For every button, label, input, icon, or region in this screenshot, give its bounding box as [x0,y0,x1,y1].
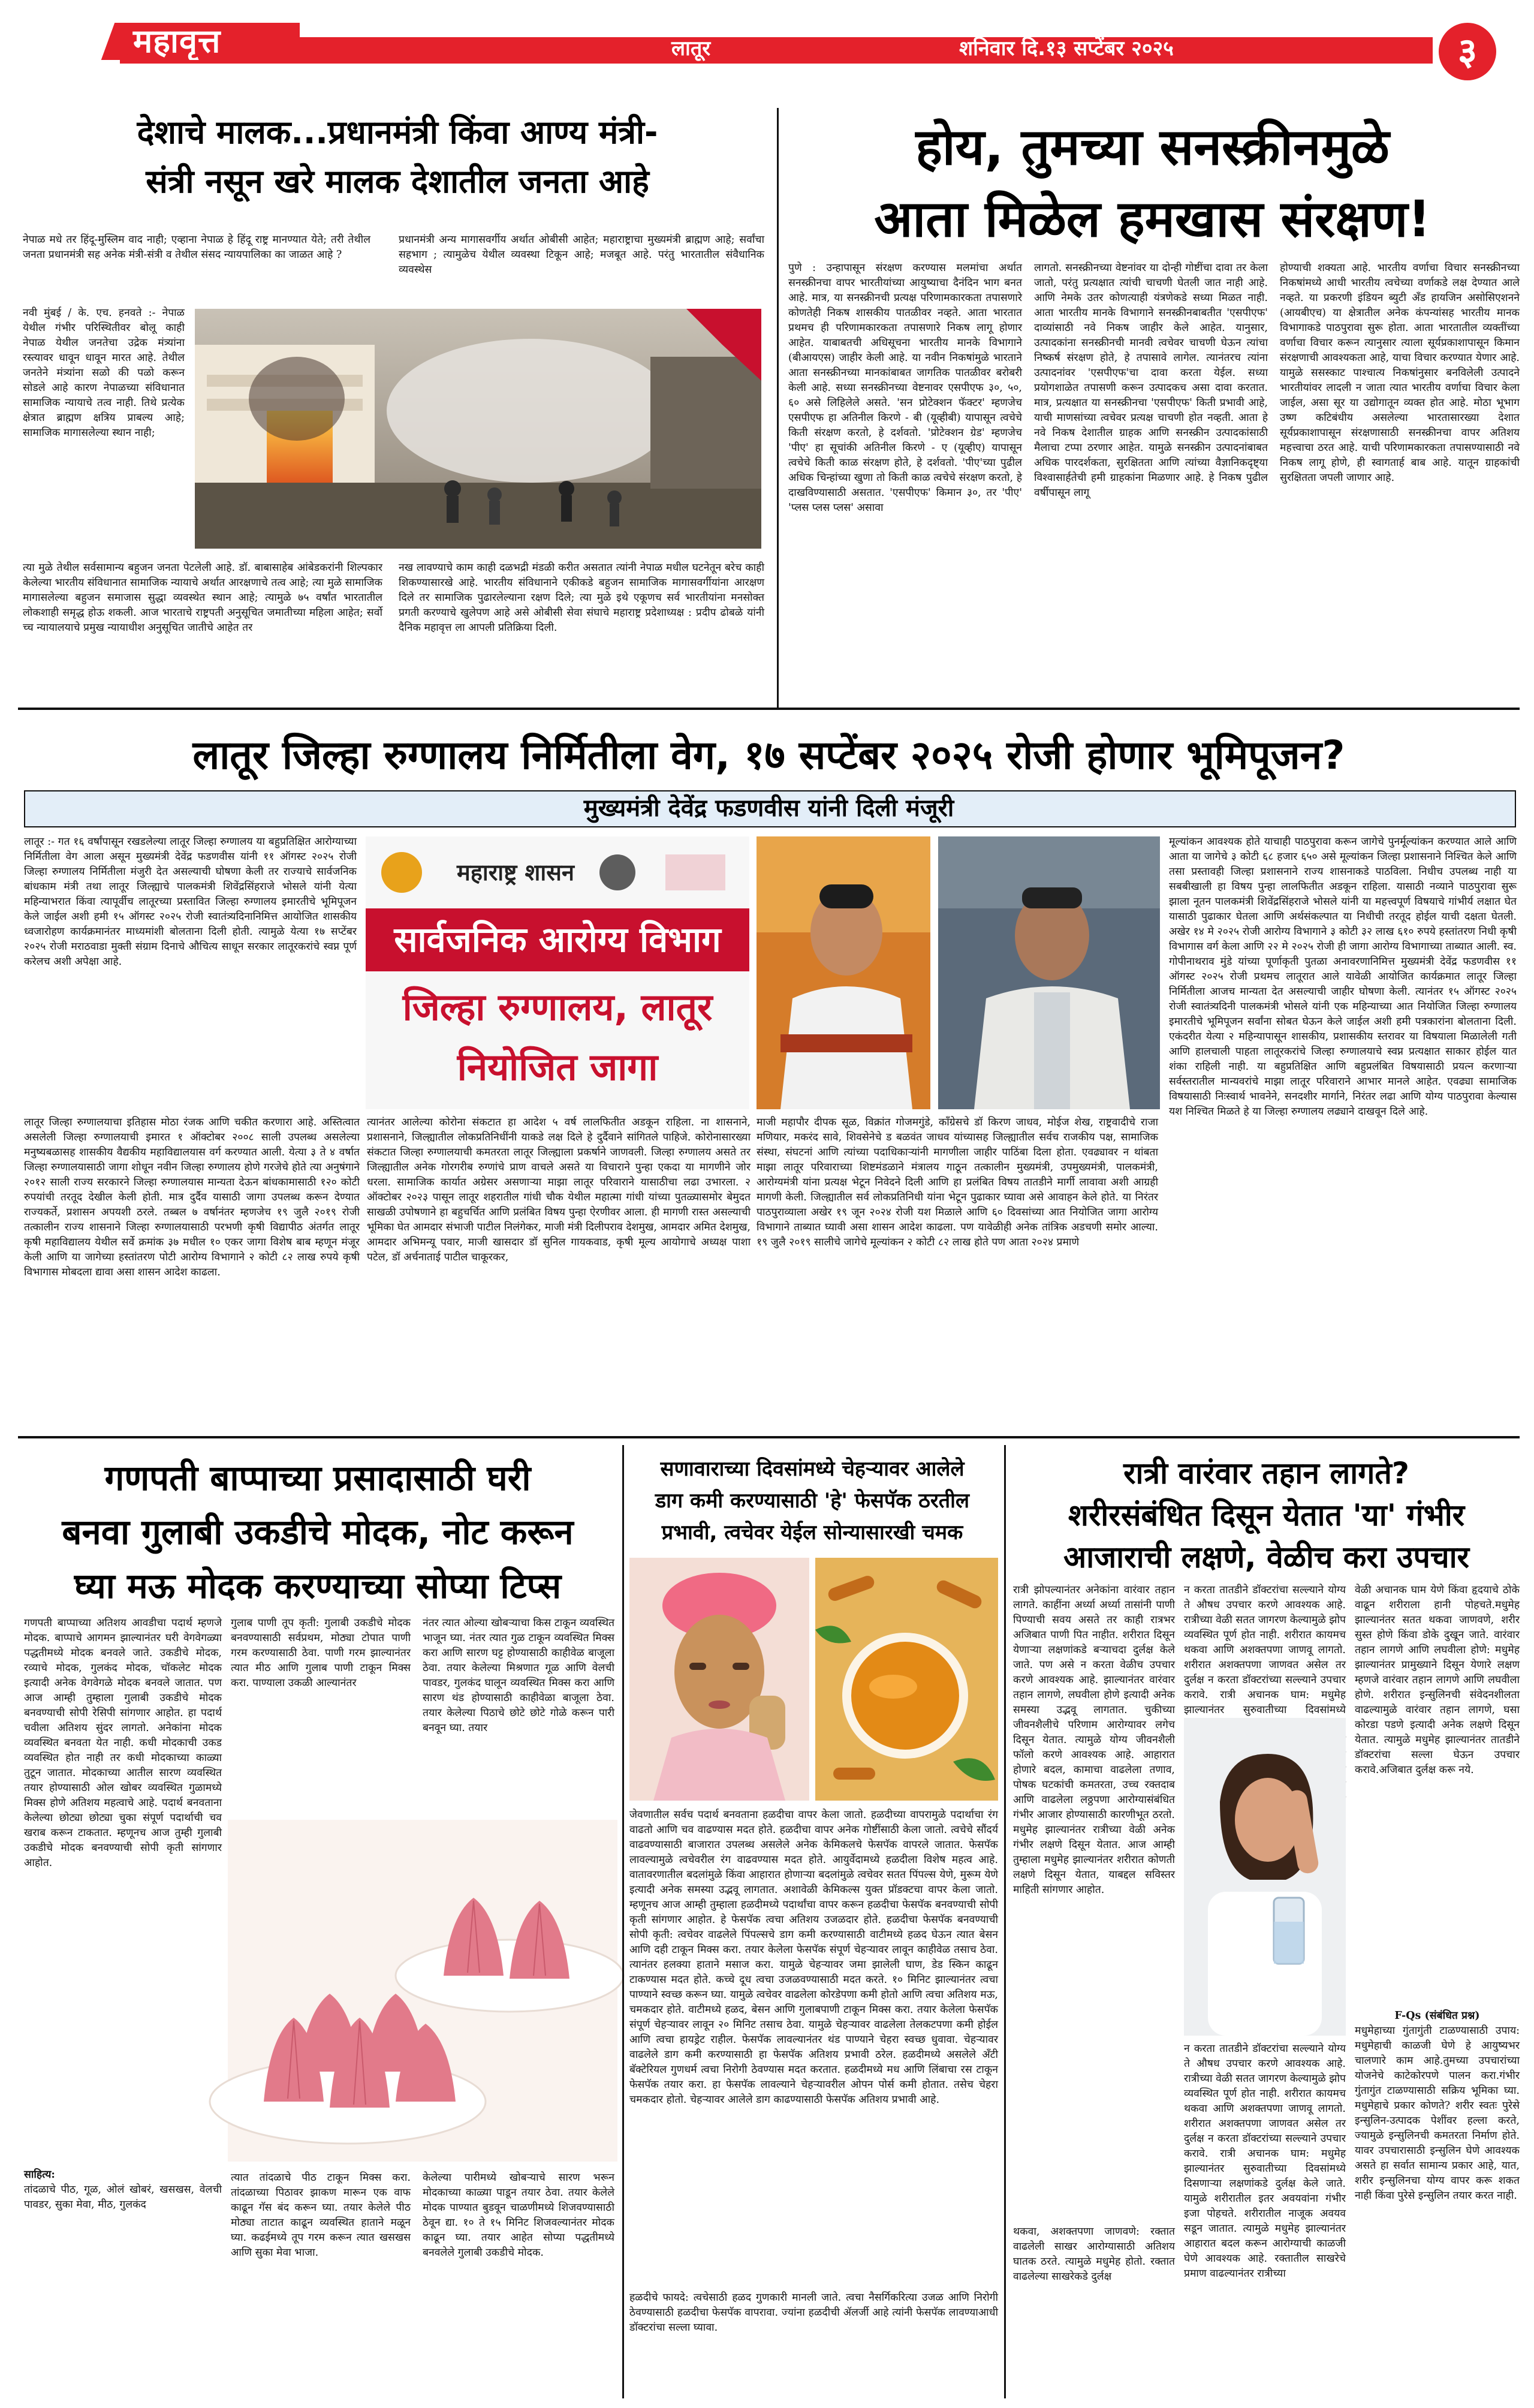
modak-col1: गणपती बाप्पाच्या अतिशय आवडीचा पदार्थ म्हणजे मोदक. बाप्पाचे आगमन झाल्यानंतर घरी वेगवेगळ्या पद्धतीमध्ये मोदक बनवले जाते. उकडीचे मोदक, रव्याचे मोदक, गुलकंद मोदक, चॉकलेट मोदक इत्यादी अनेक वेगवेगळे मोदक बनवले जातात. पण आज आम्ही तुम्हाला गुलाबी उकडीचे मोदक बनवण्याची सोपी रेसिपी सांगणार आहोत. हा पदार्थ चवीला अतिशय सुंदर लागतो. अनेकांना मोदक व्यवस्थित बनवता येत नाही. कधी मोदकाची उकड व्यवस्थित होत नाही तर कधी मोदकाच्या काळ्या तुटून जातात. मोदकाच्या आतील सारण व्यवस्थित तयार होण्यासाठी ओल खोबर व्यवस्थित गुळामध्ये मिक्स होणे अतिशय महत्वाचे आहे. पदार्थ बनवताना केलेल्या छोट्या छोट्या चुका संपूर्ण पदार्थाची चव खराब करून टाकतात. म्हणूनच आज तुम्ही गुलाबी उकडीचे मोदक बनवण्याची सोपी कृती सांगणार आहोत. [24,1617,222,1869]
guardian-minister-photo [938,836,1160,1109]
hospital-col1b: लातूर जिल्हा रुग्णालयाचा इतिहास मोठा रंजक आणि चकीत करणारा आहे. अस्तित्वात असलेली जिल्हा रुग्णालयाची इमारत १ ऑक्टोबर २००८ साली उपलब्ध असलेल्या मनुष्यबळासह शासकीय वैद्यकीय महाविद्यालयास वर्ग करण्यात आली. येत्या ३ ते ४ वर्षात जिल्हा रुग्णालयासाठी जागा शोधून नवीन जिल्हा रुग्णालय होणे गरजेचे होते त्या अनुषंगाने २०१२ साली राज्य सरकारने जिल्हा रुग्णालयास मान्यता देऊन बांधकामासाठी १२० कोटी रुपयांची तरतूद देखील केली होती. मात्र दुर्दैव यासाठी जागा उपलब्ध करून देण्यात राज्यकर्ते, प्रशासन अपयशी ठरले. तब्बल ७ वर्षानंतर म्हणजेच १९ जुलै २०१९ रोजी तत्कालीन राज्य शासनाने जिल्हा रुग्णालयासाठी परभणी कृषी विद्यापीठ अंतर्गत लातूर कृषी महाविद्यालय येथील सर्वे क्रमांक ३७ मधील १० एकर जागा विशेष बाब म्हणून मंजूर केली आणि या जागेच्या हस्तांतरण पोटी आरोग्य विभागाने २ कोटी ८२ लाख रुपये कृषी विभागास मोबदला द्यावा असा शासन आदेश काढला. [24,1116,360,1278]
modak-photo [228,1820,617,2162]
turmeric-body-b: हळदीचे फायदे: त्वचेसाठी हळद गुणकारी मानली जाते. त्वचा नैसर्गिकरित्या उजळ आणि निरोगी ठेवण्यासाठी हळदीचा फेसपॅक वापरावा. ज्यांना हळदीची ॲलर्जी आहे त्यांनी फेसपॅक लावण्याआधी डॉक्टरांचा सल्ला घ्यावा. [629,2292,998,2334]
thirst-faq-title: F-Qs (संबंधित प्रश्न) [1394,2010,1480,2022]
thirst-col3: वेळी अचानक घाम येणे किंवा हृदयाचे ठोके वाढून शरीराला हानी पोहचते.मधुमेह झाल्यानंतर सतत थकवा जाणवणे, शरीर सुस्त होणे किंवा डोके दुखून जाते. वारंवार तहान लागणे आणि लघवीला होणे: मधुमेह झाल्यानंतर प्रामुख्याने दिसून येणारे लक्षण म्हणजे वारंवार तहान लागणे आणि लघवीला होणे. शरीरात इन्सुलिनची संवेदनशीलता वाढल्यामुळे वारंवार तहान लागणे, घसा कोरडा पडणे इत्यादी अनेक लक्षणे दिसून येतात. त्यामुळे मधुमेह झाल्यानंतर तातडीने डॉक्टरांचा सल्ला घेऊन उपचार करावे.अजिबात दुर्लक्ष करू नये. [1355,1584,1520,1776]
modak-col3b: केलेल्या पारीमध्ये खोबऱ्याचे सारण भरून मोदकाच्या काळ्या पाडून तयार ठेवा. तयार केलेले मोदक पाण्यात बुडवून चाळणीमध्ये शिजवण्यासाठी ठेवून द्या. १० ते १५ मिनिट शिजवल्यानंतर मोदक काढून घ्या. तयार आहेत सोप्या पद्धतीमध्ये बनवलेले गुलाबी उकडीचे मोदक. [423,2172,614,2259]
nepal-intro: नेपाळ मधे तर हिंदू-मुस्लिम वाद नाही; एव्हाना नेपाळ हे हिंदू राष्ट्र मानण्यात येते; तरी तेथील जनता प्रधानमंत्री सह अनेक मंत्री-संत्री व तेथील संसद न्यायपालिका का जाळत आहे ? [23,234,370,261]
section-divider-2 [18,1436,1520,1438]
chief-minister-portrait [757,836,930,1109]
hospital-sign-photo [366,836,749,1109]
column-divider-turmeric [1004,1445,1006,2398]
thirst-col1b: थकवा, अशक्तपणा जाणवणे: रक्तात वाढलेली साखर आरोग्यासाठी अतिशय घातक ठरते. त्यामुळे मधुमेह होतो. रक्तात वाढलेल्या साखरेकडे दुर्लक्ष [1013,2226,1175,2283]
modak-ingredients-list: तांदळाचे पीठ, गूळ, ओलं खोबरं, खसखस, वेलची पावडर, सुका मेवा, मीठ, गुलकंद [24,2184,222,2211]
thirst-headline-line2: शरीरसंबंधित दिसून येतात 'या' गंभीर [1068,1498,1465,1533]
nepal-body-bottom-right: नख लावण्याचे काम काही दळभद्री मंडळी करीत असतात त्यांनी नेपाळ मधील घटनेतून बरेच काही शिकण्यासारखे आहे. भारतीय संविधानाने एकीकडे बहुजन सामाजिक मागासवर्गीयांना आरक्षण दिले तर सामाजिक पुढारलेल्याना रक्षण दिले; त्या मुळे इथे एकूणच सर्व भारतीयांना मनसोक्त प्रगती करण्याचे खुलेपण आहे असे ओबीसी सेवा संघाचे महाराष्ट्र प्रदेशाध्यक्ष : प्रदीप ढोबळे यांनी दैनिक महावृत्त ला आपली प्रतिक्रिया दिली. [399,562,764,634]
nepal-body-left: नवी मुंबई / के. एच. हनवते :- नेपाळ येथील गंभीर परिस्थितीवर बोलू काही नेपाळ येथील जनतेचा उद्रेक मंत्र्यांना रस्त्यावर धावून धावून मारत आहे. तेथील जनतेने मंत्र्यांना सळो की पळो करून सोडले आहे कारण नेपाळच्या संविधानात सामाजिक न्यायाचे तत्व नाही. तिथे प्रत्येक क्षेत्रात ब्राह्मण क्षत्रिय प्राबल्य आहे; सामाजिक मागासलेल्या स्थान नाही; [23,307,185,439]
section-divider [18,708,1520,710]
thirst-col2-bottom: न करता तातडीने डॉक्टरांचा सल्ल्याने योग्य ते औषध उपचार करणे आवश्यक आहे. रात्रीच्या वेळी सतत जागरण केल्यामुळे झोप व्यवस्थित पूर्ण होत नाही. शरीरात कायमच थकवा आणि अशक्तपणा जाणवू लागतो. शरीरात अशक्तपणा जाणवत असेल तर दुर्लक्ष न करता डॉक्टरांच्या सल्ल्याने उपचार करावे. रात्री अचानक घाम: मधुमेह झाल्यानंतर सुरुवातीच्या दिवसांमध्ये दिसणाऱ्या लक्षणांकडे दुर्लक्ष केले जाते. यामुळे शरीरातील इतर अवयवांना गंभीर इजा पोहचते. शरीरातील नाजूक अवयव सडून जातात. त्यामुळे मधुमेह झाल्यानंतर आहारात बदल करून आरोग्याची काळजी घेणे आवश्यक आहे. रक्तातील साखरेचे प्रमाण वाढल्यानंतर रात्रीच्या [1184,2043,1346,2280]
page-number: ३ [1457,29,1478,73]
nepal-headline-line2: संत्री नसून खरे मालक देशातील जनता आहे [146,162,649,200]
hospital-col1: लातूर :- गत १६ वर्षांपासून रखडलेल्या लातूर जिल्हा रुग्णालय या बहुप्रतिक्षित आरोग्याच्या निर्मितीला वेग आला असून मुख्यमंत्री देवेंद्र फडणवीस यांनी ११ ऑगस्ट २०२५ रोजी जिल्हा रुग्णालय निर्मितीला मंजुरी देत असल्याची घोषणा केली तर राज्याचे सार्वजनिक बांधकाम मंत्री तथा लातूर जिल्ह्याचे पालकमंत्री शिवेंद्रसिंहराजे भोसले यांनी येत्या महिन्याभरात किंवा त्यापूर्वीच लातूरच्या प्रस्तावित जिल्हा रुग्णालय इमारतीचे भूमिपूजन केले जाईल अशी हमी १५ ऑगस्ट २०२५ रोजी स्वातंत्र्यदिनानिमित्त आयोजित शासकीय ध्वजारोहण कार्यक्रमानंतर माध्यमांशी बोलताना दिली होती. त्यामुळे येत्या १७ सप्टेंबर २०२५ रोजी मराठवाडा मुक्ती संग्राम दिनाचे औचित्य साधून सरकार लातूरकरांचे स्वप्न पूर्ण करेलच अशी अपेक्षा आहे. [24,836,357,968]
sunscreen-headline-line2: आता मिळेल हमखास संरक्षण! [874,189,1431,248]
nepal-protest-photo-art [195,309,761,549]
hospital-col3: माजी महापौर दीपक सूळ, विक्रांत गोजमगुंडे, कॉंग्रेसचे डॉ किरण जाधव, मोईज शेख, राष्ट्रवादीचे राजा मणियार, मकरंद सावे, शिवसेनेचे ड बळवंत जाधव यांच्यासह जिल्ह्यातील सर्वच राजकीय पक्ष, सामाजिक संस्था, संघटनां आणि त्यांच्या पदाधिकाऱ्यांनी मागणीला जाहीर पाठिंबा दिला होता. एवढ्यावर न थांबता माझा लातूर परिवाराच्या शिष्टमंडळाने मंत्रालय गाठून तत्कालीन मुख्यमंत्री, उपमुख्यमंत्री, पालकमंत्री, आरोग्यमंत्री यांना प्रत्यक्ष भेटून निवेदने दिली आणि हा प्रलंबित विषय तातडीने मार्गी लावावा अशी आग्रही मागणी केली. जिल्ह्यातील सर्व लोकप्रतिनिधी यांना भेटून पुढाकार घ्यावा असे आवाहन केले होते. या निरंतर पाठपुराव्याला अखेर १९ जून २०२४ रोजी यश मिळाले आणि ६० दिवसांच्या आत नियोजित जागा आरोग्य विभागाने ताब्यात घ्यावी असा शासन आदेश काढला. पण यावेळीही अनेक तांत्रिक अडचणी समोर आल्या. १९ जुलै २०१९ सालीचे जागेचे मूल्यांकन २ कोटी ८२ लाख होते पण आता २०२४ प्रमाणे [757,1116,1158,1248]
sign-dept: सार्वजनिक आरोग्य विभाग [394,919,721,960]
turmeric-woman-art [629,1558,809,1801]
nepal-headline-line1: देशाचे मालक...प्रधानमंत्री किंवा आण्य मंत्री- [137,113,658,151]
masthead-city-bar [300,37,1433,61]
sign-govt: महाराष्ट्र शासन [456,859,574,886]
guardian-minister-portrait [938,836,1160,1109]
modak-col3: नंतर त्यात ओल्या खोबऱ्याचा किस टाकून व्यवस्थित भाजून घ्या. नंतर त्यात गुळ टाकून व्यवस्थित मिक्स करा आणि सारण घट्ट होण्यासाठी काहीवेळ बाजूला ठेवा. तयार केलेल्या मिश्रणात गूळ आणि वेलची पावडर, गुलकंद घालून व्यवस्थित मिक्स करा आणि सारण थंड होण्यासाठी काहीवेळा बाजूला ठेवा. तयार केलेल्या पिठाचे छोटे छोटे गोळे करून पारी बनवून घ्या. तयार [423,1617,614,1734]
sunscreen-col3: होण्याची शक्यता आहे. भारतीय वर्णाचा विचार सनस्क्रीनच्या निकषांमध्ये आधी भारतीय त्वचेच्या वर्णाकडे लक्ष देण्यात आले नव्हते. या प्रकरणी इंडियन ब्युटी अँड हायजिन असोसिएशनने (आयबीएच) या क्षेत्रातील अनेक कंपन्यांसह भारतीय मानक विभागाकडे पाठपुरावा सुरू होता. आता भारतातील व्यक्तींच्या वर्णाचा विचार करून त्यानुसार त्याला सूर्यप्रकाशापासून किमान संरक्षणाची आवश्यकता आहे, याचा विचार करण्यात येणार आहे. यामुळे ससस्काट पाश्चात्य निकषांनुसार बनविलेली उत्पादने भारतीयांवर लादली न जाता त्यात भारतीय वर्णाचा विचार केला जाईल, असा सूर या उद्योगातून व्यक्त होत आहे. मोठा भूभाग उष्ण कटिबंधीय असलेल्या भारतासारख्या देशात सूर्यप्रकाशापासून संरक्षणासाठी सनस्क्रीनचा वापर अतिशय महत्त्वाचा ठरत आहे. याची परिणामकारकता तपासण्यासाठी नवे निकष लागू होणे, ही स्वागतार्ह बाब आहे. यातून ग्राहकांची सुरक्षितता जपली जाणार आहे. [1280,262,1520,484]
masthead [0,0,1534,73]
modak-headline-line1: गणपती बाप्पाच्या प्रसादासाठी घरी [104,1458,531,1498]
turmeric-headline-line1: सणावाराच्या दिवसांमध्ये चेहऱ्यावर आलेले [660,1457,965,1481]
nepal-intro-right: प्रधानमंत्री अन्य मागासवर्गीय अर्थात ओबीसी आहेत; महाराष्ट्राचा मुख्यमंत्री ब्राह्मण आहे; सर्वांचा सहभाग ; त्यामुळेच येथील व्यवस्था टिकून आहे; मजबूत आहे. परंतु भारतातील संवैधानिक व्यवस्थेस [399,234,764,276]
hospital-subheadline: मुख्यमंत्री देवेंद्र फडणवीस यांनी दिली मंजूरी [583,794,954,822]
modak-ingredients-title: साहित्य: [24,2169,55,2181]
modak-plate-art [228,1820,617,2162]
thirst-headline-line3: आजाराची लक्षणे, वेळीच करा उपचार [1063,1540,1470,1575]
turmeric-woman-photo [629,1558,809,1801]
modak-headline-line3: घ्या मऊ मोदक करण्याच्या सोप्या टिप्स [74,1566,562,1606]
turmeric-paste-photo [815,1558,998,1801]
nepal-body-bottom-left: त्या मुळे तेथील सर्वसामान्य बहुजन जनता पेटलेली आहे. डॉ. बाबासाहेब आंबेडकरांनी शिल्पकार केलेल्या भारतीय संविधानात सामाजिक न्यायाचे अर्थात आरक्षणाचे तत्व आहे; त्या मुळे सामाजिक मागासलेल्या बहुजन समाजास सुद्धा व्यवस्थेत स्थान आहे; त्यामुळे ७५ वर्षांत भारतातील लोकशाही समृद्ध होऊ शकली. आज भारताचे राष्ट्रपती अनुसूचित जमातीच्या महिला आहेत; सर्वो च्च न्यायालयाचे प्रमुख न्यायाधीश अनुसूचित जातीचे आहेत तर [23,562,382,634]
turmeric-headline-line3: प्रभावी, त्वचेवर येईल सोन्यासारखी चमक [661,1521,963,1545]
sunscreen-col1: पुणे : उन्हापासून संरक्षण करण्यास मलमांचा अर्थात सनस्क्रीनचा वापर भारतीयांच्या आयुष्याचा दैनंदिन भाग बनत आहे. मात्र, या सनस्क्रीनची प्रत्यक्ष परिणामकारकता तपासणारे कोणतेही निकष शासकीय पातळीवर नव्हते. आता भारतात प्रथमच ही परिणामकारकता तपासणारे निकष लागू होणार आहेत. याबाबतची अधिसूचना भारतीय मानके विभागाने (बीआयएस) जाहीर केली आहे. या नवीन निकषांमुळे भारताने आता सनस्क्रीनच्या मानकांबाबत जागतिक पातळीवर बरोबरी केली आहे. सध्या सनस्क्रीनच्या वेष्टनावर एसपीएफ ३०, ५०, ६० असे लिहिलेले असते. 'सन प्रोटेक्शन फॅक्टर' म्हणजेच एसपीएफ हा अतिनील किरणे - बी (यूव्हीबी) यापासून त्वचेचे किती संरक्षण करतो, हे दर्शवतो. 'प्रोटेक्शन ग्रेड' म्हणजेच 'पीए' हा सूचांकी अतिनील किरणे - ए (यूव्हीए) यापासून त्वचेचे किती काळ संरक्षण होते, हे दर्शवतो. 'पीए'च्या पुढील अधिक चिन्हांच्या खुणा तो किती काळ त्वचेचे संरक्षण करतो, हे दाखविण्यासाठी असतात. 'एसपीएफ' किमान ३०, तर 'पीए' 'प्लस प्लस प्लस' असावा [788,262,1022,514]
column-divider-modak [622,1445,624,2398]
modak-headline-line2: बनवा गुलाबी उकडीचे मोदक, नोट करून [62,1512,574,1552]
hospital-headline: लातूर जिल्हा रुग्णालय निर्मितीला वेग, १७ सप्टेंबर २०२५ रोजी होणार भूमिपूजन? [192,732,1345,778]
sunscreen-col2: लागतो. सनस्क्रीनच्या वेष्टनांवर या दोन्ही गोष्टींचा दावा तर केला जातो, परंतु प्रत्यक्षात त्यांची चाचणी घेतली जात नाही आहे. आणि नेमके उतर कोणत्याही यंत्रणेकडे सध्या मिळत नाही. आता भारतीय मानके विभागाने सनस्क्रीनबाबतीत 'एसपीएफ' दाव्यांसाठी नवे निकष जाहीर केले आहेत. यानुसार, उत्पादकांना सनस्क्रीनची मानवी त्वचेवर चाचणी घेऊन त्यांचा निष्कर्ष संरक्षण होते, हे तपासावे लागेल. त्यानंतरच त्यांना उत्पादनांवर 'एसपीएफ'चा दावा करता येईल. सध्या प्रयोगशाळेत तपासणी करून उत्पादकच असा दावा करतात. मात्र, प्रत्यक्षात या सनस्क्रीनचा 'एसपीएफ' किती प्रभावी आहे, याची माणसांच्या त्वचेवर प्रत्यक्ष चाचणी होत नव्हती. आता हे नवे निकष देशातील ग्राहक आणि सनस्क्रीन उत्पादकांसाठी मैलाचा टप्पा ठरणार आहेत. यामुळे सनस्क्रीन उत्पादनांबाबत अधिक पारदर्शकता, सुरक्षितता आणि त्यांच्या वैज्ञानिकदृष्ट्या विश्वासार्हतेची हमी ग्राहकांना मिळणार आहे. हे निकष पुढील वर्षीपासून लागू [1034,262,1268,499]
modak-col2b: त्यात तांदळाचे पीठ टाकून मिक्स करा. तांदळाच्या पिठावर झाकण मारून एक वाफ काढून गॅस बंद करून घ्या. तयार केलेले पीठ मोठ्या ताटात काढून व्यवस्थित हाताने मळून घ्या. कढईमध्ये तूप गरम करून त्यात खसखस आणि सुका मेवा भाजा. [231,2172,411,2259]
hospital-col4: मूल्यांकन आवश्यक होते याचाही पाठपुरावा करून जागेचे पुनर्मूल्यांकन करण्यात आले आणि आता या जागेचे ३ कोटी ६८ हजार ६५० असे मूल्यांकन जिल्हा प्रशासनाने निश्चित केले आणि तसा प्रस्तावही जिल्हा प्रशासनाने राज्य शासनाकडे पाठविला. निधीच उपलब्ध नाही या सबबीखाली हा विषय पुन्हा लालफितीत अडकून राहिला. यासाठी नव्याने पाठपुरावा सुरू झाला नूतन पालकमंत्री शिवेंद्रसिंहराजे भोसले यांनी या महत्त्वपूर्ण विषयाचे गांभीर्य लक्षात घेत यासाठी पुढाकार घेतला आणि अर्थसंकल्पात या निधीची तरतूद होईल याची दक्षता घेतली. अखेर १४ मे २०२५ रोजी आरोग्य विभागाने ३ कोटी ३२ लाख ६१० रुपये हस्तांतरण निधी कृषी विभागास वर्ग केला आणि २२ मे २०२५ रोजी ही जागा आरोग्य विभागाच्या ताब्यात आली. स्व. गोपीनाथराव मुंडे यांच्या पूर्णाकृती पुतळा अनावरणानिमित्त मुख्यमंत्री देवेंद्र फडणवीस ११ ऑगस्ट २०२५ रोजी प्रथमच लातूरात आले यावेळी आयोजित कार्यक्रमात लातूर जिल्हा निर्मितीला आजच मान्यता देत असल्याची जाहीर घोषणा केली. त्यानंतर १५ ऑगस्ट २०२५ रोजी स्वातंत्र्यदिनी पालकमंत्री भोसले यांनी एक महिन्याच्या आत नियोजित जिल्हा रुग्णालय इमारतीचे भूमिपूजन सर्वांना सोबत घेऊन केले जाईल अशी हमी पत्रकारांना बोलताना दिली. एकंदरीत येत्या २ महिन्यापासून शासकीय, प्रशासकीय स्तरावर या विषयाला मिळालेली गती आणि हालचाली पाहता लातूरकरांचे जिल्हा रुग्णालयाचे स्वप्न प्रत्यक्षात साकार होईल यात शंका राहिली नाही. या बहुप्रतिक्षित आणि बहुप्रलंबित विषयासाठी प्रयत्न करणाऱ्या सर्वस्तरातील मान्यवरांचे माझा लातूर परिवाराने आभार मानले आहेत. एवढ्या सामाजिक विषयासाठी निःस्वार्थ भावनेने, सनदशीर मार्गाने, निरंतर लढा आणि योग्य पाठपुरावा केल्यास यश निश्चित मिळते हे या जिल्हा रुग्णालय लढ्याने दाखवून दिले आहे. [1169,836,1517,1118]
turmeric-body: जेवणातील सर्वच पदार्थ बनवताना हळदीचा वापर केला जातो. हळदीच्या वापरामुळे पदार्थाचा रंग वाढतो आणि चव वाढण्यास मदत होते. हळदीचा वापर अनेक गोष्टींसाठी केला जातो. त्वचेचे सौंदर्य वाढवण्यासाठी बाजारात उपलब्ध असलेले अनेक केमिकलचे फेसपॅक वापरले जातात. फेसपॅक लावल्यामुळे त्वचेवरील रंग वाढवण्यास मदत होते. आयुर्वेदामध्ये हळदीला विशेष महत्व आहे. वातावरणातील बदलांमुळे किंवा आहारात होणाऱ्या बदलांमुळे त्वचेवर सतत पिंपल्स येणे, मुरूम येणे इत्यादी अनेक समस्या उद्भवू लागतात. अशावेळी केमिकल्स युक्त प्रॉडक्टचा वापर केला जातो. म्हणूनच आज आम्ही तुम्हाला हळदीमध्ये पदार्थांचा वापर करून हळदीचा फेसपॅक बनवण्याची सोपी कृती सांगणार आहोत. हे फेसपॅक त्वचा अतिशय उजळदार होते. हळदीचा फेसपॅक बनवण्याची सोपी कृती: त्वचेवर वाढलेले पिंपल्सचे डाग कमी करण्यासाठी वाटीमध्ये हळद घेऊन त्यात बेसन आणि दही टाकून मिक्स करा. तयार केलेला फेसपॅक संपूर्ण चेहऱ्यावर लावून काहीवेळ तसाच ठेवा. त्यानंतर हलक्या हाताने मसाज करा. यामुळे चेहऱ्यावर जमा झालेली घाण, डेड स्किन काढून टाकण्यास मदत होते. कच्चे दूध त्वचा उजळवण्यासाठी मदत करते. १० मिनिट झाल्यानंतर त्वचा पाण्याने स्वच्छ करून घ्या. यामुळे त्वचेवर वाढलेला कोरडेपणा कमी होतो आणि त्वचा अतिशय मऊ, चमकदार होते. वाटीमध्ये हळद, बेसन आणि गुलाबपाणी टाकून मिक्स करा. तयार केलेला फेसपॅक संपूर्ण चेहऱ्यावर लावून २० मिनिट तसाच ठेवा. यामुळे चेहऱ्यावर वाढलेला तेलकटपणा कमी होईल आणि त्वचा हायड्रेट राहील. फेसपॅक लावल्यानंतर थंड पाण्याने चेहरा स्वच्छ धुवावा. चेहऱ्यावर वाढलेले डाग कमी करण्यासाठी हा फेसपॅक अतिशय प्रभावी ठरेल. हळदीमध्ये असलेले अँटी बॅक्टेरियल गुणधर्म त्वचा निरोगी ठेवण्यास मदत करतात. हळदीमध्ये मध आणि लिंबाचा रस टाकून फेसपॅक तयार करा. हा फेसपॅक लावल्याने चेहऱ्यावरील ओपन पोर्स कमी होतात. तसेच चेहरा चमकदार होतो. चेहऱ्यावर आलेले डाग काढण्यासाठी फेसपॅक अतिशय प्रभावी आहे. [629,1809,998,2106]
modak-col2: गुलाब पाणी तूप कृती: गुलाबी उकडीचे मोदक बनवण्यासाठी सर्वप्रथम, मोठ्या टोपात पाणी गरम करण्यासाठी ठेवा. पाणी गरम झाल्यानंतर त्यात मीठ आणि गुलाब पाणी टाकून मिक्स करा. पाण्याला उकळी आल्यानंतर [231,1617,411,1689]
thirst-woman-photo [1184,1718,1346,2036]
column-divider [777,108,779,708]
nepal-protest-photo [195,309,761,549]
masthead-date: शनिवार दि.१३ सप्टेंबर २०२५ [959,37,1174,61]
chief-minister-photo [757,836,930,1109]
thirst-headline-line1: रात्री वारंवार तहान लागते? [1123,1456,1409,1491]
turmeric-paste-art [815,1558,998,1801]
sunscreen-headline-line1: होय, तुमच्या सनस्क्रीनमुळे [915,118,1390,176]
hospital-col2: त्यानंतर आलेल्या कोरोना संकटात हा आदेश ५ वर्ष लालफितीत अडकून राहिला. ना शासनाने, प्रशासनाने, जिल्ह्यातील लोकप्रतिनिधींनी याकडे लक्ष दिले हे दुर्दैवाने सांगितले पाहिजे. कोरोनासारख्या संकटात जिल्हा रुग्णालयाची कमतरता लातूर जिल्ह्याला प्रकर्षाने जाणवली. जिल्हा रुग्णालय असते तर जिल्ह्यातील अनेक गोरगरीब रुग्णांचे प्राण वाचले असते या विचाराने पुन्हा एकदा या मागणीने जोर धरला. सामाजिक कार्यात अग्रेसर असणाऱ्या माझा लातूर परिवाराने यासाठीचा लढा उभारला. २ ऑक्टोबर २०२३ पासून लातूर शहरातील गांधी चौक येथील महात्मा गांधी यांच्या पुतळ्यासमोर बेमुदत साखळी उपोषणाने हा बहुचर्चित आणि प्रलंबित विषय पुन्हा ऐरणीवर आला. ही मागणी रास्त असल्याची भूमिका घेत आमदार संभाजी पाटील निलंगेकर, माजी मंत्री दिलीपराव देशमुख, आमदार अमित देशमुख, आमदार अभिमन्यू पवार, माजी खासदार डॉ सुनिल गायकवाड, कृषी मूल्य आयोगाचे अध्यक्ष पाशा पटेल, डॉ अर्चनाताई पाटील चाकूरकर, [367,1116,751,1263]
turmeric-headline-line2: डाग कमी करण्यासाठी 'हे' फेसपॅक ठरतील [655,1489,969,1513]
thirst-col1: रात्री झोपल्यानंतर अनेकांना वारंवार तहान लागते. काहींना अर्ध्या अर्ध्या तासांनी पाणी पिण्याची सवय असते तर काही रात्रभर अजिबात पाणी पित नाहीत. शरीरात दिसून येणाऱ्या लक्षणांकडे बऱ्याचदा दुर्लक्ष केले जाते. पण असे न करता वेळीच उपचार करणे आवश्यक आहे. झाल्यानंतर वारंवार तहान लागणे, लघवीला होणे इत्यादी अनेक समस्या उद्भवू लागतात. चुकीच्या जीवनशैलीचे परिणाम आरोग्यावर लगेच दिसून येतात. त्यामुळे योग्य जीवनशैली फॉलो करणे आवश्यक आहे. आहारात होणारे बदल, कामाचा वाढलेला तणाव, पोषक घटकांची कमतरता, उच्च रक्तदाब आणि वाढलेला लठ्ठपणा आरोग्यासंबंधित गंभीर आजार होण्यासाठी कारणीभूत ठरतो. मधुमेह झाल्यानंतर रात्रीच्या वेळी अनेक गंभीर लक्षणे दिसून येतात. आज आम्ही तुम्हाला मधुमेह झाल्यानंतर शरीरात कोणती लक्षणे दिसून येतात, याबद्दल सविस्तर माहिती सांगणार आहोत. [1013,1584,1175,1896]
masthead-brand: महावृत्त [133,22,221,60]
thirst-faq: F-Qs (संबंधित प्रश्न) मधुमेहाच्या गुंतागुंती टाळण्यासाठी उपाय: मधुमेहाची काळजी घेणे हे आयुष्यभर चालणारे काम आहे.तुमच्या उपचारांच्या योजनेचे काटेकोरपणे पालन करा.गंभीर गुंतागुंत टाळण्यासाठी सक्रिय भूमिका घ्या. मधुमेहाचे प्रकार कोणते? शरीर स्वतः पुरेसे इन्सुलिन-उत्पादक पेशींवर हल्ला करते, ज्यामुळे इन्सुलिनची कमतरता निर्माण होते. यावर उपचारासाठी इन्सुलिन घेणे आवश्यक असते हा सर्वात सामान्य प्रकार आहे, यात, शरीर इन्सुलिनचा योग्य वापर करू शकत नाही किंवा पुरेसे इन्सुलिन तयार करत नाही. [1355,2010,1520,2202]
sign-site: नियोजित जागा [457,1045,658,1089]
sign-hospital: जिल्हा रुग्णालय, लातूर [402,985,713,1029]
thirst-col2-top: न करता तातडीने डॉक्टरांचा सल्ल्याने योग्य ते औषध उपचार करणे आवश्यक आहे. रात्रीच्या वेळी सतत जागरण केल्यामुळे झोप व्यवस्थित पूर्ण होत नाही. शरीरात कायमच थकवा आणि अशक्तपणा जाणवू लागतो. शरीरात अशक्तपणा जाणवत असेल तर दुर्लक्ष न करता डॉक्टरांच्या सल्ल्याने उपचार करावे. रात्री अचानक घाम: मधुमेह झाल्यानंतर सुरुवातीच्या दिवसांमध्ये [1184,1584,1346,1716]
modak-ingredients [24,2168,222,2395]
masthead-city: लातूर [671,37,711,61]
thirst-woman-art [1184,1718,1346,2036]
masthead-red-line [120,60,1433,64]
